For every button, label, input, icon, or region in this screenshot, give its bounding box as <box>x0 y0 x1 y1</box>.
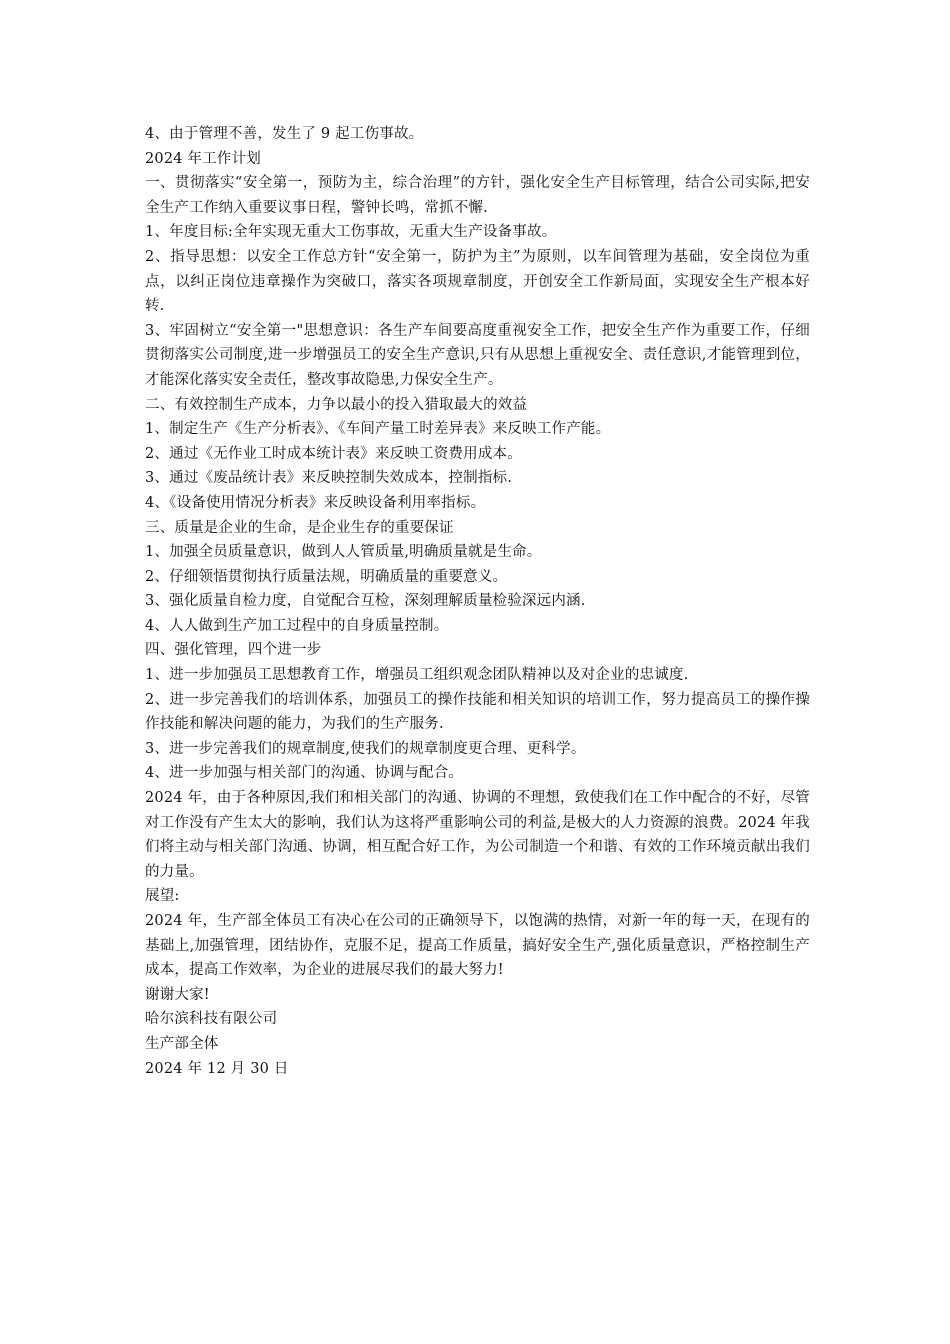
document-body <box>145 122 810 1081</box>
list-item-training-system: 2、进一步完善我们的培训体系，加强员工的操作技能和相关知识的培训工作，努力提高员工的操作操作技能和解决问题的能力，为我们的生产服务. <box>145 691 810 733</box>
heading-cost-control: 二、有效控制生产成本，力争以最小的投入猎取最大的效益 <box>145 396 528 413</box>
signature-department: 生产部全体 <box>145 1035 219 1052</box>
signature-date: 2024 年 12 月 30 日 <box>145 1060 289 1077</box>
list-item-department-coordination: 4、进一步加强与相关部门的沟通、协调与配合。 <box>145 765 464 782</box>
signature-company: 哈尔滨科技有限公司 <box>145 1011 278 1028</box>
list-item-guiding-idea: 2、指导思想：以安全工作总方针“安全第一，防护为主”为原则，以车间管理为基础，安全岗位为重点，以纠正岗位违章操作为突破口，落实各项规章制度，开创安全工作新局面，实现安全生产根本好转. <box>145 248 810 315</box>
list-item-labor-cost: 2、通过《无作业工时成本统计表》来反映工资费用成本。 <box>145 445 522 462</box>
list-item-equipment-usage: 4、《设备使用情况分析表》来反映设备利用率指标。 <box>145 494 486 511</box>
list-item-annual-goal: 1、年度目标:全年实现无重大工伤事故，无重大生产设备事故。 <box>145 224 557 241</box>
list-item-safety-awareness: 3、牢固树立“安全第一"思想意识：各生产车间要高度重视安全工作，把安全生产作为重要工作，仔细贯彻落实公司制度,进一步增强员工的安全生产意识,只有从思想上重视安全、责任意识,才能管理到位，才能深化落实安全责任，整改事故隐患,力保安全生产。 <box>145 322 810 388</box>
heading-quality: 三、质量是企业的生命，是企业生存的重要保证 <box>145 519 454 536</box>
list-item-rules-regulations: 3、进一步完善我们的规章制度,使我们的规章制度更合理、更科学。 <box>145 740 586 757</box>
list-item-production-analysis: 1、制定生产《生产分析表》、《车间产量工时差异表》来反映工作产能。 <box>145 421 611 438</box>
list-item-self-quality-control: 4、人人做到生产加工过程中的自身质量控制。 <box>145 617 449 634</box>
section-title-work-plan: 2024 年工作计划 <box>145 150 262 167</box>
list-item-quality-inspection: 3、强化质量自检力度，自觉配合互检，深刻理解质量检验深远内涵. <box>145 593 586 610</box>
heading-safety-policy: 一、贯彻落实“安全第一，预防为主，综合治理”的方针，强化安全生产目标管理，结合公司实际,把安全生产工作纳入重要议事日程，警钟长鸣，常抓不懈. <box>145 175 810 216</box>
paragraph-accident-count: 4、由于管理不善，发生了 9 起工伤事故。 <box>145 126 424 142</box>
list-item-scrap-stats: 3、通过《废品统计表》来反映控制失效成本，控制指标. <box>145 470 513 487</box>
paragraph-outlook: 2024 年，生产部全体员工有决心在公司的正确领导下，以饱满的热情，对新一年的每一天，在现有的基础上,加强管理，团结协作，克服不足，提高工作质量，搞好安全生产,强化质量意识，严格控制生产成本，提高工作效率，为企业的进展尽我们的最大努力! <box>145 913 810 979</box>
list-item-staff-education: 1、进一步加强员工思想教育工作，增强员工组织观念团队精神以及对企业的忠诚度. <box>145 667 689 684</box>
paragraph-coordination-review: 2024 年，由于各种原因,我们和相关部门的沟通、协调的不理想，致使我们在工作中配合的不好，尽管对工作没有产生太大的影响，我们认为这将严重影响公司的利益,是极大的人力资源的浪费。2024 年我们将主动与相关部门沟通、协调，相互配合好工作，为公司制造一个和谐、有效的工作环境贡献出我们的力量。 <box>145 790 810 880</box>
list-item-quality-regulations: 2、仔细领悟贯彻执行质量法规，明确质量的重要意义。 <box>145 568 508 585</box>
heading-management: 四、强化管理，四个进一步 <box>145 642 322 659</box>
list-item-quality-awareness: 1、加强全员质量意识，做到人人管质量,明确质量就是生命。 <box>145 544 542 561</box>
heading-outlook: 展望: <box>145 888 180 905</box>
closing-thanks: 谢谢大家! <box>145 986 210 1003</box>
